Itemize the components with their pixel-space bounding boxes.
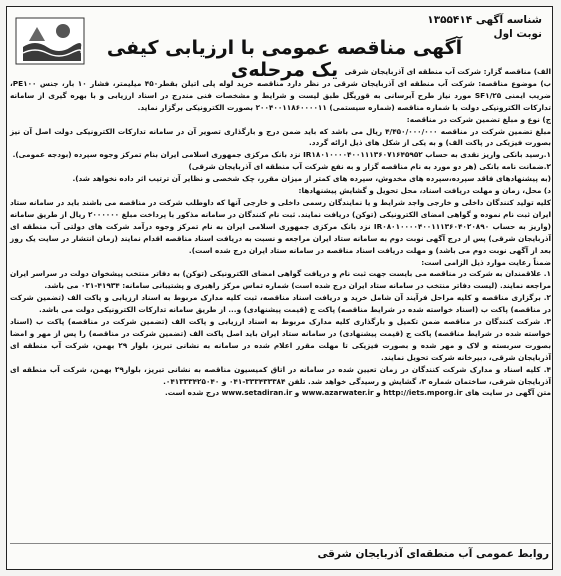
paragraph: ب) موضوع مناقصه: شرکت آب منطقه ای آذربایجان شرقی در نظر دارد مناقصه خرید لوله پلی اتیلن بقطر۴۵۰ میلیمتر، فشار ۱۰ بار، جنس PE۱۰۰، ضریب ایمنی SF۱/۲۵ مورد نیاز طرح آبرسانی به قوریگل طبق لیست و شرایط و مشخصات فنی مندرج در اسناد ارزیابی و با بهره گیری از سامانه تدارکات الکترونیکی دولت با شماره مناقصه (شماره سیستمی) ۲۰۰۴۰۰۱۱۸۶۰۰۰۰۱۱ بصورت الکترونیکی برگزار نماید. [10, 78, 551, 112]
paragraph: ۳. شرکت کنندگان در مناقصه ضمن تکمیل و بارگذاری کلیه مدارک مربوط به اسناد ارزیابی و پاکت الف (تضمین شرکت در مناقصه) پاکت ب (اسناد خواسته شده در شرایط مناقصه) پاکت ج (قیمت پیشنهادی) در سامانه ستاد ایران باید اصل پاکت الف (تضمین شرکت در مناقصه) را پس از مهر و امضا بصورت سربسته و لاک و مهر شده و بصورت فیزیکی تا مهلت مقرر اعلام شده در سامانه به نشانی تبریز، بلوار ۲۹ بهمن، شرکت آب منطقه ای آذربایجان شرقی، دبیرخانه شرکت تحویل نمایند. [10, 317, 551, 362]
paragraph: ضمناً رعایت موارد ذیل الزامی است: [421, 257, 551, 267]
paragraph: ۱.رسید بانکی واریز نقدی به حساب IR۱۸۰۱۰۰۰۰۴۰۰۱۱۱۳۶۰۷۱۶۴۵۹۵۲ نزد بانک مرکزی جمهوری اسلامی ایران بنام تمرکز وجوه سپرده (بودجه عمومی). [12, 150, 551, 160]
notice-id: شناسه آگهی ۱۳۵۵۴۱۴ [427, 14, 542, 26]
paragraph: مبلغ تضمین شرکت در مناقصه ۴/۴۵۰/۰۰۰/۰۰۰ ریال می باشد که باید ضمن درج و بارگذاری تصویر آن در سامانه تدارکات الکترونیکی دولت اصل آن نیز بصورت فیزیکی در پاکت الف) و به یکی از شکل های ذیل ارائه گردد. [10, 126, 551, 148]
paragraph: ۲. برگزاری مناقصه و کلیه مراحل فرآیند آن شامل خرید و دریافت اسناد مناقصه، ثبت کلیه مدارک مربوط به اسناد ارزیابی و پاکت الف (تضمین شرکت در مناقصه) پاکت ب (اسناد خواسته شده در شرایط مناقصه) پاکت ج (قیمت پیشنهادی) و... از طریق سامانه تدارکات الکترونیکی دولت می باشد. [10, 293, 551, 315]
signature: روابط عمومی آب منطقه‌ای آذربایجان شرقی [317, 548, 549, 560]
paragraph: د) محل، زمان و مهلت دریافت اسناد، محل تحویل و گشایش پیشنهادها: [298, 186, 551, 196]
paragraph: ۱. علاقمندان به شرکت در مناقصه می بایست جهت ثبت نام و دریافت گواهی امضای الکترونیکی (توکن) به دفاتر منتخب پیشخوان دولت در سراسر ایران مراجعه نمایند. (لیست دفاتر منتخب در سامانه ستاد ایران درج شده است) شماره تماس مرکز راهبری و پشتیبانی سامانه: ۴۱۹۳۴-۰۲۱ می باشد. [10, 269, 551, 291]
paragraph: الف) مناقصه گزار: شرکت آب منطقه ای آذربایجان شرقی [344, 67, 551, 76]
water-company-logo [15, 17, 85, 65]
paragraph: (به پیشنهادهای فاقد سپرده،سپرده های مخدوش، سپرده های کمتر از میزان مقرر، چک شخصی و نظایر آن ترتیب اثر داده نخواهد شد). [72, 174, 551, 184]
paragraph: ۴. کلیه اسناد و مدارک شرکت کنندگان در زمان تعیین شده در سامانه در اتاق کمیسیون مناقصه به نشانی تبریز، بلوار۲۹ بهمن، شرکت آب منطقه ای آذربایجان شرقی، ساختمان شماره ۳، گشایش و رسیدگی خواهد شد. تلفن ۳۳۳۴۳۳۳۸۴-۰۴۱ و ۰۴۱۳۳۳۴۲۵۰۴۰. [10, 364, 551, 386]
divider [10, 543, 551, 544]
paragraph: کلیه تولید کنندگان داخلی و خارجی واجد شرایط و یا نمایندگان رسمی داخلی و خارجی آنها که داوطلب شرکت در مناقصه می باشند باید در سامانه ستاد ایران ثبت نام نموده و گواهی امضای الکترونیکی (توکن) دریافت نمایند. ثبت نام کنندگان در سامانه مذکور با پرداخت مبلغ ۲۰۰۰۰۰۰ ریال از طریق سامانه (واریز به حساب IR۰۸۰۱۰۰۰۰۴۰۰۱۱۱۳۶۰۴۰۲۰۸۹۰ نزد بانک مرکزی جمهوری اسلامی ایران به نام تمرکز وجوه درآمد شرکت های دولتی آب منطقه ای آذربایجان شرقی) پس از درج آگهی نوبت دوم به سامانه ستاد ایران مراجعه و نسبت به دریافت اسناد مناقصه اقدام نمایند (زمان انتشار در سایت یک روز بعد از آگهی نوبت دوم می باشد) و مهلت دریافت اسناد مناقصه در سامانه ستاد ایران درج شده است). [10, 197, 551, 255]
notice-title: آگهی مناقصه عمومی با ارزیابی کیفی یک مرحله‌ی [106, 37, 463, 81]
notice-round: نوبت اول [493, 28, 542, 40]
paragraph: متن آگهی در سایت های http://iets.mporg.ir و www.azarwater.ir و www.setadiran.ir درج شده است. [164, 388, 551, 398]
notice-body [10, 66, 551, 399]
paragraph: ۲.ضمانت نامه بانکی (هر دو مورد به نام مناقصه گزار و به نفع شرکت آب منطقه ای آذربایجان شرقی) [188, 162, 551, 172]
paragraph: ج) نوع و مبلغ تضمین شرکت در مناقصه: [406, 114, 551, 124]
